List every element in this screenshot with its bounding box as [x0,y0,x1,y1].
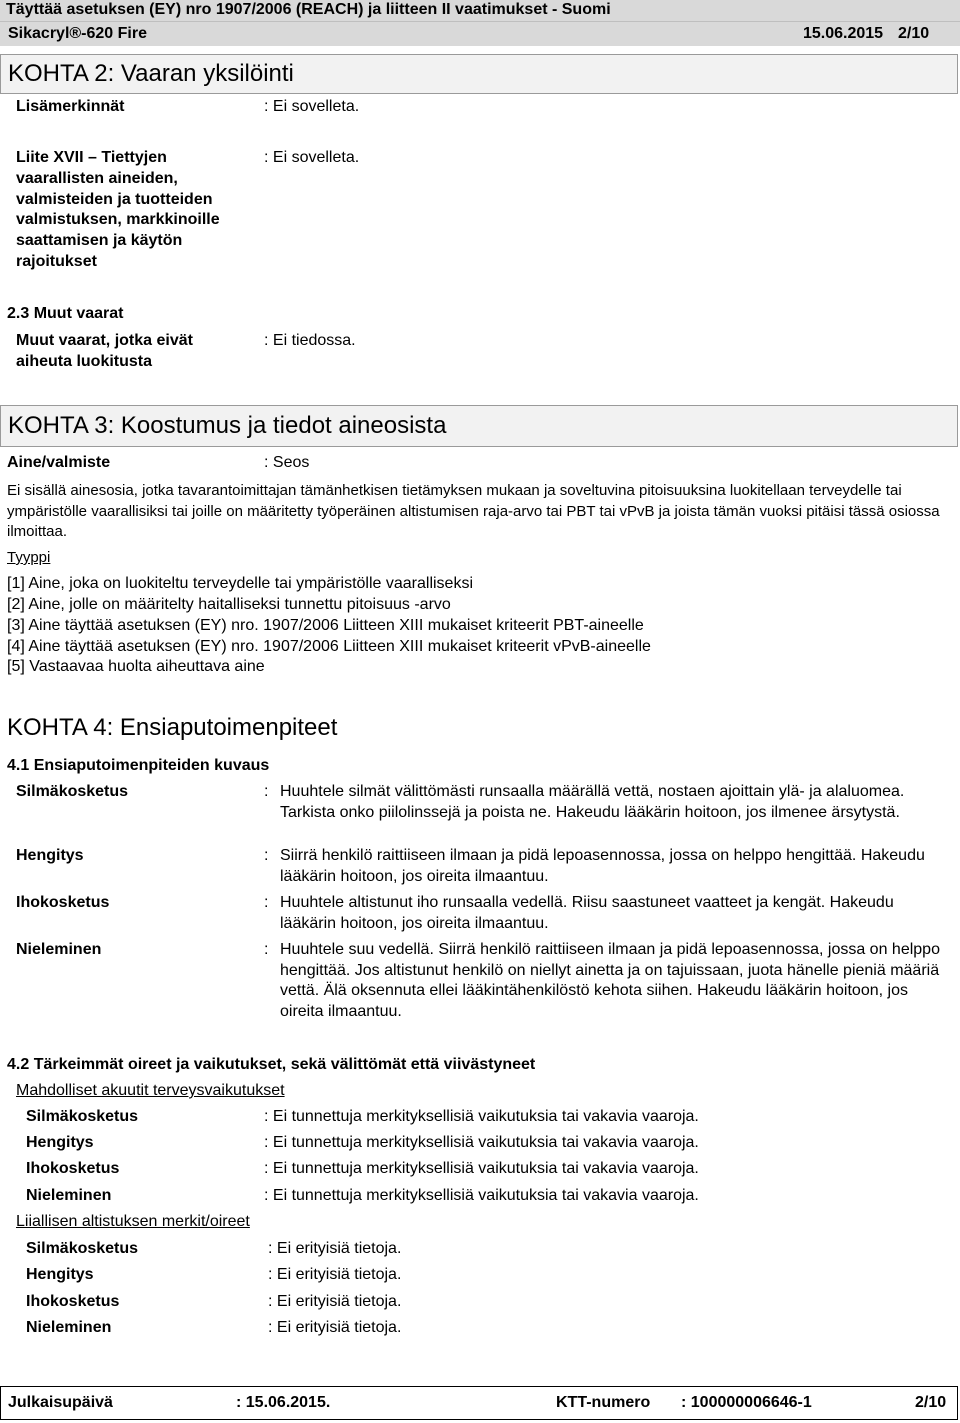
section4-heading: KOHTA 4: Ensiaputoimenpiteet [7,714,338,741]
tyyppi-heading: Tyyppi [7,549,51,566]
footer-page-number: 2/10 [915,1394,947,1411]
measure-value-silmakosketus: Huuhtele silmät välittömästi runsaalla määrällä vettä, nostaen ajoittain ylä- ja alaluomea. Tarkista onko piilolinssejä ja poista ne. Hakeudu lääkärin hoitoon, jos ilmenee ärsytystä. [280,783,905,821]
measure-value-nieleminen: Huuhtele suu vedellä. Siirrä henkilö raittiiseen ilmaan ja pidä lepoasennossa, jossa on helppo hengittää. Jos altistunut henkilö on niellyt ainetta ja on tajuissaan, juota hänelle pieniä määriä vettä. Älä oksennuta ellei lääkintähenkilöstö kehota siihen. Hakeudu lääkärin hoitoon, jos oireita ilmaantuu. [280,941,940,1020]
product-name: Sikacryl®-620 Fire [8,25,147,42]
muut-vaarat-label: Muut vaarat, jotka eivät aiheuta luokitusta [16,332,193,370]
measure-label-ihokosketus: Ihokosketus [16,894,110,911]
acute-value: : Ei tunnettuja merkityksellisiä vaikutuksia tai vakavia vaaroja. [264,1160,699,1177]
measure-colon: : [264,847,269,864]
composition-paragraph: Ei sisällä ainesosia, jotka tavarantoimittajan tämänhetkisen tietämyksen mukaan ja soveltuvina pitoisuuksina luokitellaan terveydelle tai ympäristölle vaarallisiksi tai joille on määritetty työperäinen altistumisen raja-arvo tai PBT tai vPvB ja joista tämän vuoksi pitäisi tässä osiossa ilmoittaa. [7,482,940,540]
section2-heading-box [0,54,958,94]
document-title: Täyttää asetuksen (EY) nro 1907/2006 (REACH) ja liitteen II vaatimukset - Suomi [0,0,960,22]
acute-effects-heading: Mahdolliset akuutit terveysvaikutukset [16,1082,285,1099]
liite-xvii-label: Liite XVII – Tiettyjen vaarallisten aineiden, valmisteiden ja tuotteiden valmistuksen, markkinoille saattamisen ja käytön rajoitukset [16,149,220,270]
section4-1-heading: 4.1 Ensiaputoimenpiteiden kuvaus [7,757,270,774]
footer [0,1386,958,1420]
type-item: [4] Aine täyttää asetuksen (EY) nro. 1907/2006 Liitteen XIII mukaiset kriteerit vPvB-aineelle [7,638,651,655]
footer-date-label: Julkaisupäivä [8,1394,113,1411]
footer-date: : 15.06.2015. [236,1394,331,1411]
header-bar [0,22,960,46]
overexposure-heading: Liiallisen altistuksen merkit/oireet [16,1213,250,1230]
acute-value: : Ei tunnettuja merkityksellisiä vaikutuksia tai vakavia vaaroja. [264,1108,699,1125]
acute-value: : Ei tunnettuja merkityksellisiä vaikutuksia tai vakavia vaaroja. [264,1134,699,1151]
type-item: [2] Aine, jolle on määritelty haitalliseksi tunnettu pitoisuus -arvo [7,596,451,613]
footer-ktt-value: : 100000006646-1 [681,1394,812,1411]
aine-valmiste-label: Aine/valmiste [7,454,111,471]
measure-label-nieleminen: Nieleminen [16,941,102,958]
section3-heading-box [0,405,958,447]
over-value: : Ei erityisiä tietoja. [268,1266,402,1283]
measure-colon: : [264,783,269,800]
muut-vaarat-heading: 2.3 Muut vaarat [7,305,124,322]
footer-ktt-label: KTT-numero [556,1394,651,1411]
lisamerkinnat-label: Lisämerkinnät [16,98,125,115]
over-label-hengitys: Hengitys [26,1266,94,1283]
measure-colon: : [264,941,269,958]
measure-colon: : [264,894,269,911]
over-label-nieleminen: Nieleminen [26,1319,112,1336]
section2-heading: KOHTA 2: Vaaran yksilöinti [8,60,294,87]
measure-label-silmakosketus: Silmäkosketus [16,783,129,800]
muut-vaarat-value: : Ei tiedossa. [264,332,356,349]
over-label-ihokosketus: Ihokosketus [26,1293,120,1310]
aine-valmiste-value: : Seos [264,454,310,471]
over-value: : Ei erityisiä tietoja. [268,1319,402,1336]
acute-label-nieleminen: Nieleminen [26,1187,112,1204]
type-item: [1] Aine, joka on luokiteltu terveydelle tai ympäristölle vaaralliseksi [7,575,474,592]
measure-value-ihokosketus: Huuhtele altistunut iho runsaalla vedellä. Riisu saastuneet vaatteet ja kengät. Hakeudu lääkärin hoitoon, jos oireita ilmaantuu. [280,894,894,932]
acute-label-ihokosketus: Ihokosketus [26,1160,120,1177]
measure-label-hengitys: Hengitys [16,847,84,864]
liite-xvii-value: : Ei sovelleta. [264,149,360,166]
type-item: [5] Vastaavaa huolta aiheuttava aine [7,658,265,675]
over-value: : Ei erityisiä tietoja. [268,1293,402,1310]
lisamerkinnat-value: : Ei sovelleta. [264,98,360,115]
measure-value-hengitys: Siirrä henkilö raittiiseen ilmaan ja pidä lepoasennossa, jossa on helppo hengittää. Hakeudu lääkärin hoitoon, jos oireita ilmaantuu. [280,847,925,885]
acute-label-hengitys: Hengitys [26,1134,94,1151]
acute-value: : Ei tunnettuja merkityksellisiä vaikutuksia tai vakavia vaaroja. [264,1187,699,1204]
header-page-number: 2/10 [898,25,930,42]
header-date: 15.06.2015 [803,25,884,42]
section4-2-heading: 4.2 Tärkeimmät oireet ja vaikutukset, sekä välittömät että viivästyneet [7,1056,536,1073]
over-label-silmakosketus: Silmäkosketus [26,1240,139,1257]
section3-heading: KOHTA 3: Koostumus ja tiedot aineosista [8,412,447,439]
type-item: [3] Aine täyttää asetuksen (EY) nro. 1907/2006 Liitteen XIII mukaiset kriteerit PBT-aineelle [7,617,644,634]
acute-label-silmakosketus: Silmäkosketus [26,1108,139,1125]
over-value: : Ei erityisiä tietoja. [268,1240,402,1257]
